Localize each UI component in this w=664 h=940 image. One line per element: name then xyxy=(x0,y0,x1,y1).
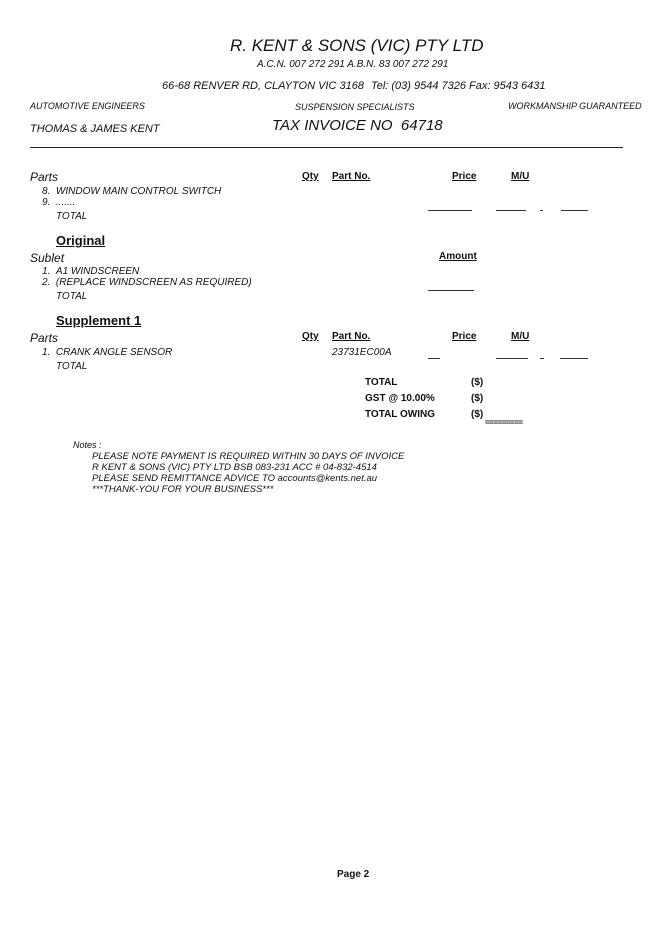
sublet-title: Sublet xyxy=(30,251,65,265)
notes-label: Notes : xyxy=(73,440,102,450)
amount-total-line xyxy=(428,290,474,291)
item-part-no: 23731EC00A xyxy=(332,347,392,358)
supplement-parts-title: Parts xyxy=(30,331,59,345)
note-line: R KENT & SONS (VIC) PTY LTD BSB 083-231 ACC # 04-832-4514 xyxy=(92,462,377,473)
mu-line xyxy=(496,358,528,359)
list-item xyxy=(42,347,172,358)
supplement-total-label: TOTAL xyxy=(56,361,88,372)
item-number: 1. xyxy=(42,347,51,358)
col-mu: M/U xyxy=(511,171,530,182)
gst-unit: ($) xyxy=(471,393,484,404)
parts-total-label: TOTAL xyxy=(56,211,88,222)
tagline-center: SUSPENSION SPECIALISTS xyxy=(295,102,415,112)
address: 66-68 RENVER RD, CLAYTON VIC 3168 xyxy=(162,80,364,92)
amount-line xyxy=(560,358,588,359)
note-line: ***THANK-YOU FOR YOUR BUSINESS*** xyxy=(92,484,274,495)
total-owing-label: TOTAL OWING xyxy=(365,409,435,420)
page-number: Page 2 xyxy=(337,869,370,880)
summary-total-unit: ($) xyxy=(471,377,484,388)
item-number: 9. xyxy=(42,197,51,208)
double-rule: ========= xyxy=(485,418,523,427)
item-description: CRANK ANGLE SENSOR xyxy=(55,347,173,358)
item-description: WINDOW MAIN CONTROL SWITCH xyxy=(55,186,222,197)
col-part-no: Part No. xyxy=(332,331,371,342)
col-price: Price xyxy=(452,171,477,182)
item-number: 2. xyxy=(42,277,51,288)
invoice-label: TAX INVOICE NO xyxy=(272,117,393,134)
note-line: PLEASE NOTE PAYMENT IS REQUIRED WITHIN 30 DAYS OF INVOICE xyxy=(92,451,405,462)
item-description: A1 WINDSCREEN xyxy=(55,266,140,277)
invoice-title xyxy=(272,117,443,134)
total-owing-unit: ($) xyxy=(471,409,484,420)
list-item xyxy=(42,197,75,208)
list-item xyxy=(42,266,139,277)
gst-label: GST @ 10.00% xyxy=(365,393,435,404)
list-item xyxy=(42,186,221,197)
price-total-line xyxy=(428,210,472,211)
original-heading: Original xyxy=(56,233,106,248)
header-divider xyxy=(30,147,623,148)
amount-total-line xyxy=(561,210,588,211)
item-description: (REPLACE WINDSCREEN AS REQUIRED) xyxy=(55,277,252,288)
qty-line xyxy=(428,358,440,359)
tagline-right: WORKMANSHIP GUARANTEED xyxy=(508,101,642,111)
parts-title: Parts xyxy=(30,170,59,184)
item-number: 8. xyxy=(42,186,51,197)
acn-abn: A.C.N. 007 272 291 A.B.N. 83 007 272 291 xyxy=(257,59,449,70)
mu-total-line xyxy=(496,210,526,211)
owners: THOMAS & JAMES KENT xyxy=(30,123,160,135)
supplement-heading: Supplement 1 xyxy=(56,313,142,328)
item-number: 1. xyxy=(42,266,51,277)
col-price: Price xyxy=(452,331,477,342)
phone-fax: Tel: (03) 9544 7326 Fax: 9543 6431 xyxy=(371,80,546,92)
note-line: PLEASE SEND REMITTANCE ADVICE TO accounts@kents.net.au xyxy=(92,473,378,484)
invoice-number: 64718 xyxy=(400,117,443,134)
col-mu: M/U xyxy=(511,331,530,342)
col-qty: Qty xyxy=(302,331,319,342)
col-part-no: Part No. xyxy=(332,171,371,182)
company-name: R. KENT & SONS (VIC) PTY LTD xyxy=(230,36,484,55)
col-qty: Qty xyxy=(302,171,319,182)
dot-mark xyxy=(540,358,544,359)
notes-block xyxy=(92,451,404,495)
sublet-total-label: TOTAL xyxy=(56,291,88,302)
col-amount: Amount xyxy=(439,251,477,262)
list-item xyxy=(42,277,252,288)
tagline-left: AUTOMOTIVE ENGINEERS xyxy=(30,101,145,111)
summary-total-label: TOTAL xyxy=(365,377,398,388)
item-description: ....... xyxy=(55,197,76,208)
dot-mark xyxy=(540,210,543,211)
